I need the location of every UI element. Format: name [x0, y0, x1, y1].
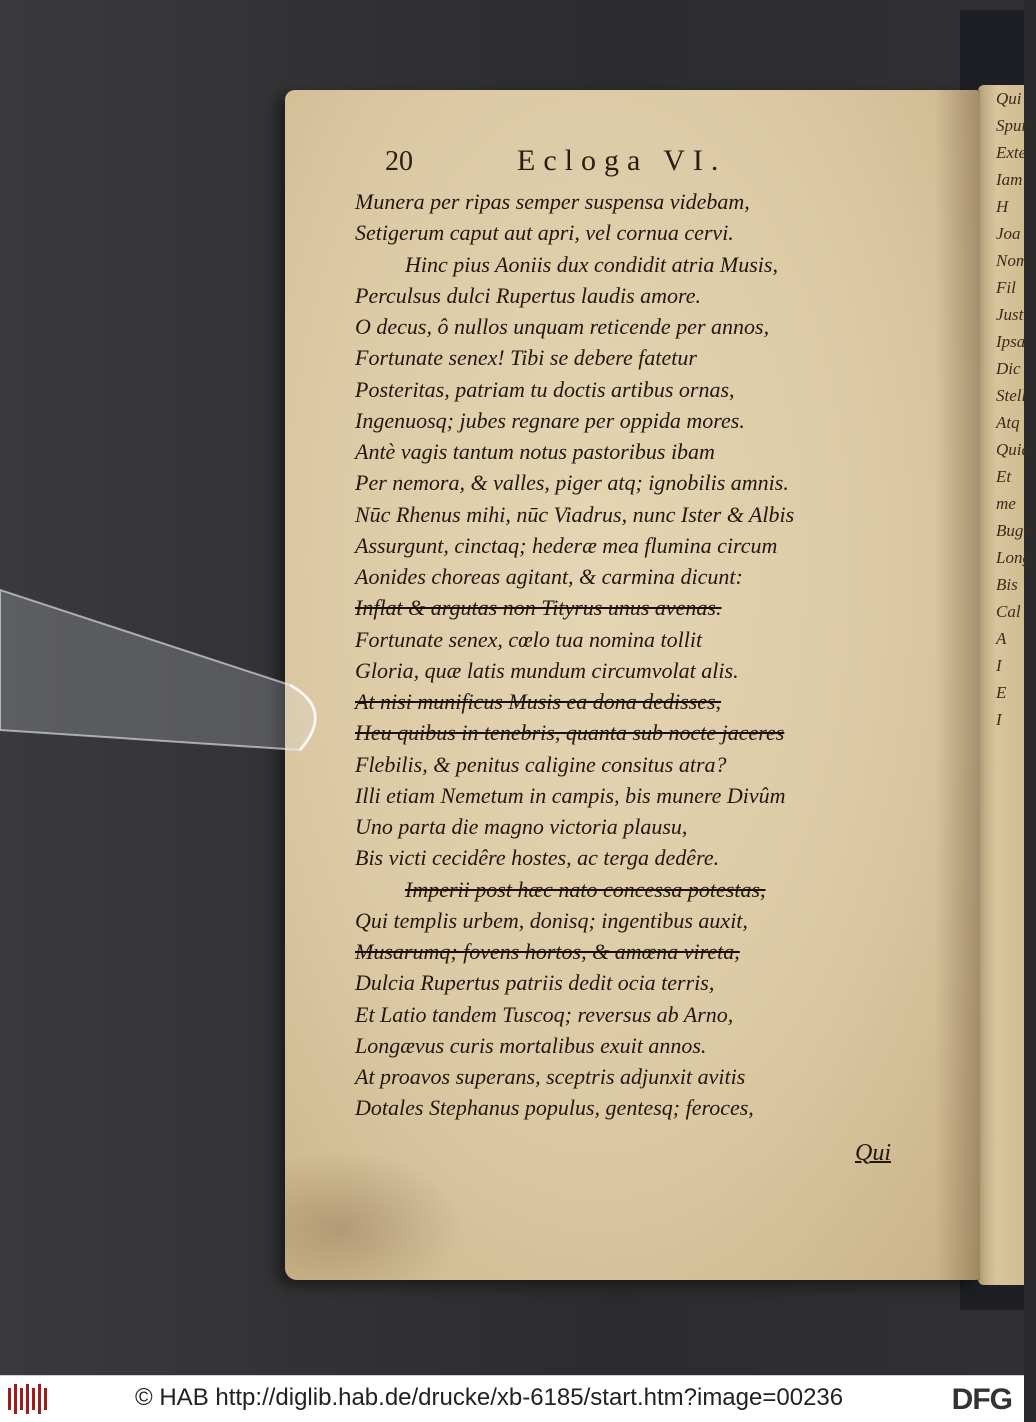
verse-line-struck: At nisi munificus Musis ea dona dedisses,: [355, 689, 722, 714]
page-number: 20: [385, 146, 413, 177]
verse-line: Illi etiam Nemetum in campis, bis munere Divûm: [355, 782, 786, 808]
verse-line: Longævus curis mortalibus exuit annos.: [355, 1032, 707, 1058]
facing-fragment: Fil: [996, 278, 1016, 297]
verse-line: Dotales Stephanus populus, gentesq; feroces,: [355, 1095, 754, 1121]
verse-line: Gloria, quæ latis mundum circumvolat alis.: [355, 657, 739, 683]
verse-line: Nūc Rhenus mihi, nūc Viadrus, nunc Ister & Albis: [355, 501, 795, 527]
facing-fragment: Iam: [996, 170, 1023, 189]
page-header: [385, 140, 905, 180]
facing-fragment: Et me: [996, 467, 1016, 513]
facing-fragment: Bugle: [996, 521, 1036, 540]
facing-fragment: Joa: [996, 224, 1021, 243]
verse-line: Hinc pius Aoniis dux condidit atria Musis,: [405, 251, 778, 277]
page-gutter-shadow: [935, 90, 980, 1280]
facing-fragment: A: [996, 629, 1007, 648]
page-weight-clip: [0, 590, 340, 790]
verse-line: Antè vagis tantum notus pastoribus ibam: [355, 439, 715, 464]
verse-line-struck: Inflat & argutas non Tityrus unus avenas.: [355, 595, 722, 621]
verse-line: Fortunate senex, cœlo tua nomina tollit: [355, 626, 703, 652]
facing-fragment: H: [996, 197, 1009, 216]
verse-line: Dulcia Rupertus patriis dedit ocia terris,: [355, 970, 715, 996]
verse-line: Qui templis urbem, donisq; ingentibus auxit,: [355, 907, 748, 933]
facing-fragment: Spum: [996, 116, 1034, 135]
footer-credit-link[interactable]: © HAB http://diglib.hab.de/drucke/xb-6185/start.htm?image=00236: [135, 1384, 844, 1411]
facing-fragment: Stell: [996, 386, 1027, 405]
facing-fragment: Cal: [996, 602, 1021, 621]
facing-page: [978, 85, 1036, 1285]
verse-list: [355, 186, 915, 1124]
verse-line: Uno parta die magno victoria plausu,: [355, 814, 688, 839]
facing-fragment: Quid: [996, 440, 1030, 459]
verse-line: Perculsus dulci Rupertus laudis amore.: [355, 282, 702, 308]
facing-fragment: I: [996, 710, 1002, 729]
footer-bar: [0, 1375, 1024, 1422]
page-stain: [285, 1150, 465, 1280]
verse-line: Posteritas, patriam tu doctis artibus ornas,: [355, 376, 735, 402]
facing-fragment: Nom: [996, 251, 1029, 270]
catchword: Qui: [855, 1140, 891, 1166]
verse-line: Bis victi cecidêre hostes, ac terga dedêre.: [355, 845, 720, 871]
facing-fragment: Dic: [996, 359, 1021, 378]
verse-line: Ingenuosq; jubes regnare per oppida mores.: [355, 407, 745, 433]
verse-line: Assurgunt, cinctaq; hederæ mea flumina circum: [355, 532, 778, 558]
facing-fragment: Bis: [996, 575, 1018, 594]
facing-fragment: Ipsa: [996, 332, 1026, 351]
facing-fragment: I: [996, 656, 1002, 675]
verse-line: Setigerum caput aut apri, vel cornua cervi.: [355, 220, 734, 246]
verse-line: Munera per ripas semper suspensa videbam,: [355, 189, 750, 214]
facing-fragment: Long: [996, 548, 1031, 567]
facing-fragment: Atq: [996, 413, 1020, 432]
verse-line: O decus, ô nullos unquam reticende per annos,: [355, 314, 770, 339]
verse-line-struck: Imperii post hæc nato concessa potestas,: [405, 876, 766, 902]
dfg-logo: DFG: [951, 1383, 1012, 1416]
verse-line: Et Latio tandem Tuscoq; reversus ab Arno,: [355, 1001, 734, 1027]
verse-line: Aonides choreas agitant, & carmina dicunt:: [355, 564, 743, 589]
verse-line-struck: Musarumq; fovens hortos, & amœna vireta,: [355, 939, 740, 964]
verse-line: At proavos superans, sceptris adjunxit avitis: [355, 1064, 746, 1089]
facing-fragment: Just: [996, 305, 1024, 324]
verse-line: Fortunate senex! Tibi se debere fatetur: [355, 345, 697, 371]
barcode-icon: [8, 1384, 48, 1414]
running-title: Ecloga VI.: [517, 144, 727, 177]
verse-line: Per nemora, & valles, piger atq; ignobilis amnis.: [355, 470, 789, 496]
facing-fragment: Exter: [996, 143, 1033, 162]
facing-fragment: E: [996, 683, 1007, 702]
facing-fragment: Qui: [996, 89, 1022, 108]
verse-line: Flebilis, & penitus caligine consitus atra?: [355, 751, 727, 777]
verse-line-struck: Heu quibus in tenebris, quanta sub nocte jaceres: [355, 720, 785, 746]
